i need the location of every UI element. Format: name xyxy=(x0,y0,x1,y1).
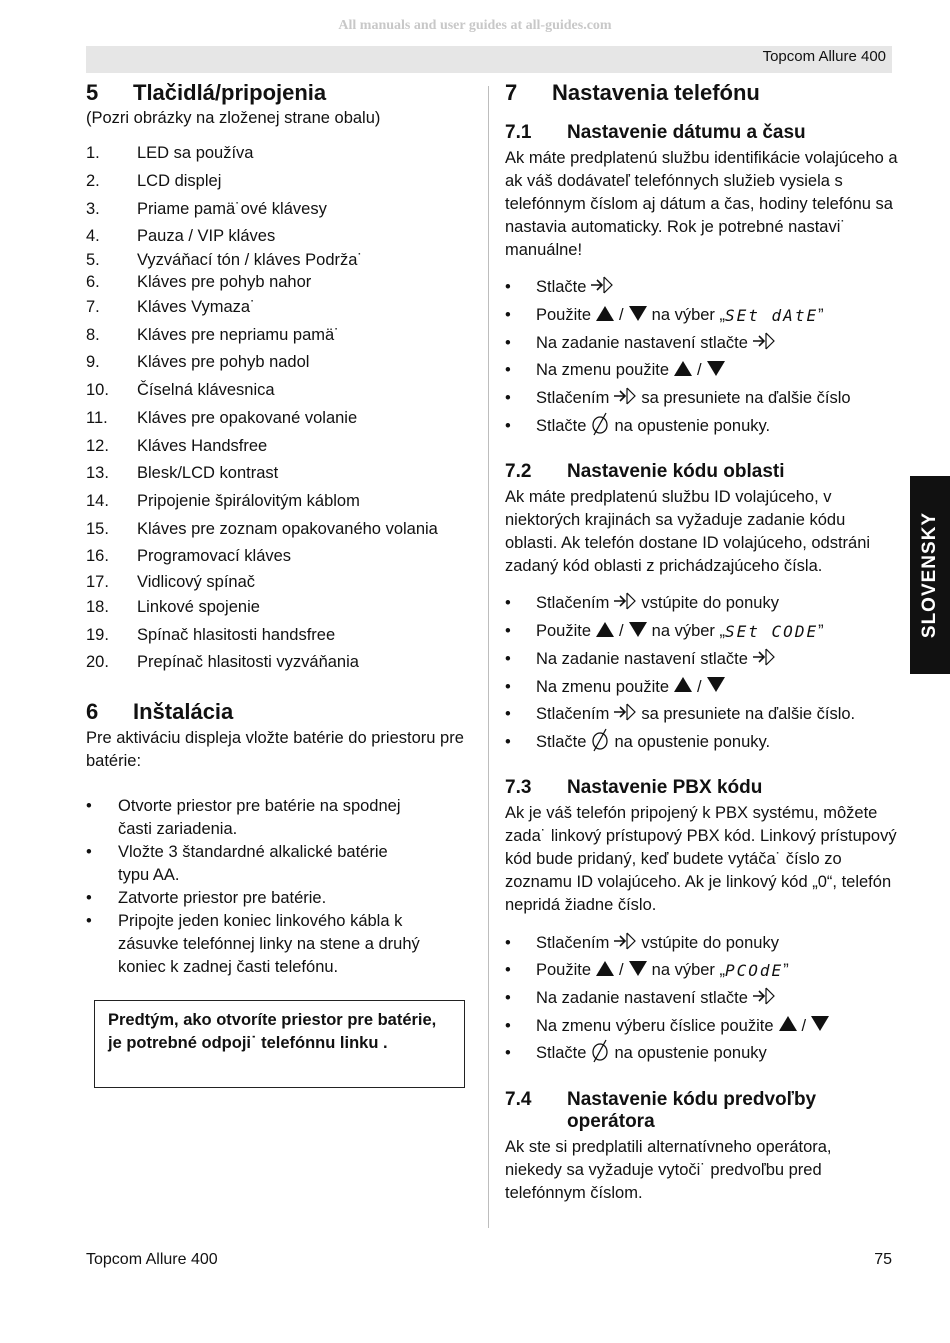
section-7-2-steps xyxy=(505,590,900,756)
triangle-down-icon xyxy=(706,360,726,382)
section-7-3-body: Ak je váš telefón pripojený k PBX systému, môžete zada˙ linkový prístupový PBX kód. Linkový prístupový kód bude pridaný, keď budete vytáča˙ číslo zo zoznamu ID volajúceho. Ak je linkový kód „0“, telefón nepridá žiadne číslo. xyxy=(505,804,897,915)
list-item: • Zatvorte priestor pre batérie. xyxy=(86,888,327,907)
section-7-1-heading: 7.1 Nastavenie dátumu a času xyxy=(505,122,806,143)
list-item: • Stlačením vstúpite do ponuky xyxy=(505,590,900,618)
language-tab: SLOVENSKY xyxy=(910,476,950,674)
list-item: • Stlačte na opustenie ponuky. xyxy=(505,729,900,757)
buttons-list xyxy=(86,140,476,677)
header-title: Topcom Allure 400 xyxy=(762,48,886,65)
section-7-4-heading: 7.4 Nastavenie kódu predvoľby operátora xyxy=(505,1088,817,1132)
enter-arrow-icon xyxy=(752,331,776,356)
list-item: 8. Kláves pre nepriamu pamä˙ xyxy=(86,325,340,344)
list-item: 10. Číselná klávesnica xyxy=(86,381,275,400)
list-item: • Použite / na výber „ PCOdE ” xyxy=(505,961,789,981)
page-number: 75 xyxy=(874,1251,892,1268)
section-7-heading: 7 Nastavenia telefónu xyxy=(505,80,760,105)
list-item: • Stlačte xyxy=(505,274,900,302)
section-7-1-steps xyxy=(505,274,900,440)
enter-arrow-icon xyxy=(613,702,637,727)
list-item: 13. Blesk/LCD kontrast xyxy=(86,464,279,483)
list-item: 9. Kláves pre pohyb nadol xyxy=(86,353,310,372)
list-item: 19. Spínač hlasitosti handsfree xyxy=(86,625,336,644)
enter-arrow-icon xyxy=(590,275,614,300)
watermark: All manuals and user guides at all-guides.com xyxy=(338,18,612,33)
triangle-up-icon xyxy=(673,676,693,698)
list-item: 20. Prepínač hlasitosti vyzváňania xyxy=(86,653,359,672)
list-item: • Na zmenu použite / xyxy=(505,673,900,701)
list-item: 6. Kláves pre pohyb nahor xyxy=(86,272,312,291)
triangle-down-icon xyxy=(628,621,648,643)
warning-note: Predtým, ako otvoríte priestor pre batérie, je potrebné odpoji˙ telefónnu linku . xyxy=(94,1000,465,1088)
triangle-down-icon xyxy=(628,305,648,327)
section-7-1-body: Ak máte predplatenú službu identifikácie volajúceho a ak váš dodávateľ telefónnych služieb vysiela s telefónnym číslom aj dátum a čas, hodiny telefónu sa nastavia automaticky. Rok je potrebné nastavi˙ manuálne! xyxy=(505,149,898,259)
list-item: • Použite / na výber „ SEt CODE ” xyxy=(505,622,824,642)
list-item: 12. Kláves Handsfree xyxy=(86,436,268,455)
triangle-up-icon xyxy=(595,621,615,643)
triangle-down-icon xyxy=(810,1015,830,1037)
list-item: 2. LCD displej xyxy=(86,172,222,191)
section-7-3-steps xyxy=(505,929,900,1067)
left-column xyxy=(86,78,476,979)
enter-arrow-icon xyxy=(752,986,776,1011)
section-5-subtitle: (Pozri obrázky na zloženej strane obalu) xyxy=(86,109,381,127)
list-item: • Otvorte priestor pre batérie na spodnej časti zariadenia. xyxy=(86,796,401,838)
section-7-4-body: Ak ste si predplatili alternatívneho operátora, niekedy sa vyžaduje vytoči˙ predvoľbu pred telefónnym číslom. xyxy=(505,1137,832,1202)
section-7-3-heading: 7.3 Nastavenie PBX kódu xyxy=(505,777,763,799)
enter-arrow-icon xyxy=(613,591,637,616)
list-item: • Na zmenu použite / xyxy=(505,357,900,385)
empty-set-exit-icon xyxy=(590,728,610,757)
section-6-intro: Pre aktiváciu displeja vložte batérie do priestoru pre batérie: xyxy=(86,728,464,770)
list-item: 15. Kláves pre zoznam opakovaného volania xyxy=(86,519,438,538)
list-item: • Stlačením vstúpite do ponuky xyxy=(505,929,900,957)
list-item: • Na zadanie nastavení stlačte xyxy=(505,985,900,1013)
triangle-up-icon xyxy=(595,305,615,327)
section-5-heading: 5 Tlačidlá/pripojenia xyxy=(86,80,327,105)
list-item: 7. Kláves Vymaza˙ xyxy=(86,298,256,317)
list-item: • Na zmenu výberu číslice použite / xyxy=(505,1012,900,1040)
list-item: 4. Pauza / VIP kláves xyxy=(86,227,276,246)
list-item: • Pripojte jeden koniec linkového kábla k zásuvke telefónnej linky na stene a druhý koniec k zadnej časti telefónu. xyxy=(86,911,420,976)
list-item: • Stlačením sa presuniete na ďalšie číslo. xyxy=(505,701,900,729)
section-7-2-heading: 7.2 Nastavenie kódu oblasti xyxy=(505,461,785,483)
list-item: • Na zadanie nastavení stlačte xyxy=(505,329,900,357)
list-item: 17. Vidlicový spínač xyxy=(86,572,256,591)
empty-set-exit-icon xyxy=(590,1039,610,1068)
right-column xyxy=(505,78,900,1205)
list-item: • Vložte 3 štandardné alkalické batérie typu AA. xyxy=(86,842,388,884)
list-item: 11. Kláves pre opakované volanie xyxy=(86,408,358,427)
section-7-2-body: Ak máte predplatenú službu ID volajúceho, v niektorých krajinách sa vyžaduje zadanie kódu oblasti. Ak telefón dostane ID volajúceho, odstráni zadaný kód oblasti z prichádzajúceho čísla. xyxy=(505,488,871,576)
list-item: • Stlačte na opustenie ponuky xyxy=(505,1040,900,1068)
list-item: 16. Programovací kláves xyxy=(86,547,292,566)
enter-arrow-icon xyxy=(752,647,776,672)
installation-steps xyxy=(86,795,431,979)
list-item: 14. Pripojenie špirálovitým káblom xyxy=(86,491,360,510)
list-item: • Stlačením sa presuniete na ďalšie číslo xyxy=(505,385,900,413)
triangle-up-icon xyxy=(778,1015,798,1037)
list-item: 3. Priame pamä˙ové klávesy xyxy=(86,199,327,218)
list-item: 18. Linkové spojenie xyxy=(86,597,260,616)
triangle-up-icon xyxy=(673,360,693,382)
empty-set-exit-icon xyxy=(590,412,610,441)
list-item: • Na zadanie nastavení stlačte xyxy=(505,646,900,674)
list-item: 5. Vyzváňací tón / kláves Podrža˙ xyxy=(86,251,363,270)
triangle-down-icon xyxy=(628,960,648,982)
list-item: • Použite / na výber „ SEt dAtE ” xyxy=(505,306,824,326)
section-6-heading: 6 Inštalácia xyxy=(86,698,234,724)
enter-arrow-icon xyxy=(613,386,637,411)
enter-arrow-icon xyxy=(613,931,637,956)
triangle-up-icon xyxy=(595,960,615,982)
header-bar xyxy=(86,46,892,73)
footer-title: Topcom Allure 400 xyxy=(86,1251,218,1268)
list-item: • Stlačte na opustenie ponuky. xyxy=(505,412,900,440)
triangle-down-icon xyxy=(706,676,726,698)
list-item: 1. LED sa používa xyxy=(86,144,254,163)
column-divider xyxy=(488,86,489,1228)
